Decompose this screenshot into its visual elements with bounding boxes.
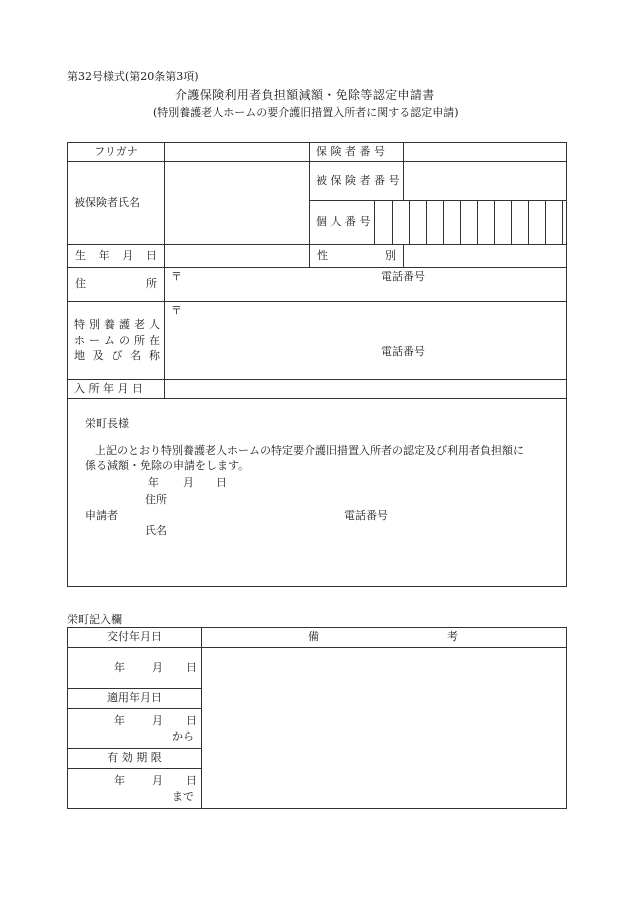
validity-day: 日 bbox=[186, 774, 197, 787]
applicable-day: 日 bbox=[186, 714, 197, 727]
facility-phone-label: 電話番号 bbox=[381, 345, 425, 358]
applicant-label: 申請者 bbox=[85, 509, 118, 522]
issue-date-field[interactable] bbox=[68, 648, 202, 689]
digit-box[interactable] bbox=[528, 201, 545, 244]
personal-number-label: 個 人 番 号 bbox=[316, 215, 371, 229]
digit-box[interactable] bbox=[477, 201, 494, 244]
insured-number-field[interactable] bbox=[404, 162, 567, 201]
applicable-date-field[interactable] bbox=[68, 709, 202, 749]
applicable-date-label: 適用年月日 bbox=[68, 689, 202, 709]
date-year: 年 bbox=[148, 476, 159, 489]
digit-box[interactable] bbox=[443, 201, 460, 244]
insured-name-field[interactable] bbox=[165, 162, 310, 245]
date-day: 日 bbox=[216, 476, 227, 489]
applicant-info-table bbox=[67, 142, 567, 587]
insurer-number-label: 保 険 者 番 号 bbox=[310, 143, 404, 162]
address-phone-label: 電話番号 bbox=[381, 270, 425, 283]
admission-date-field[interactable] bbox=[165, 380, 567, 399]
digit-box[interactable] bbox=[460, 201, 477, 244]
sex-label: 性 別 bbox=[310, 245, 404, 268]
from-label: から bbox=[172, 730, 194, 743]
furigana-field[interactable] bbox=[165, 143, 310, 162]
issue-year: 年 bbox=[114, 661, 125, 674]
facility-field[interactable] bbox=[165, 302, 567, 380]
applicable-month: 月 bbox=[152, 714, 163, 727]
personal-number-boxes[interactable] bbox=[374, 201, 566, 244]
address-label: 住 所 bbox=[68, 268, 165, 302]
digit-box[interactable] bbox=[511, 201, 528, 244]
remarks-header: 備 考 bbox=[202, 628, 567, 648]
birthdate-label: 生 年 月 日 bbox=[68, 245, 165, 268]
digit-box[interactable] bbox=[409, 201, 426, 244]
digit-box[interactable] bbox=[426, 201, 443, 244]
insurer-number-field[interactable] bbox=[404, 143, 567, 162]
issue-day: 日 bbox=[186, 661, 197, 674]
personal-number-row bbox=[310, 201, 567, 245]
statement-line-2: 係る減額・免除の申請をします。 bbox=[85, 459, 250, 472]
address-field[interactable] bbox=[165, 268, 567, 302]
office-use-table bbox=[67, 627, 567, 809]
sex-field[interactable] bbox=[404, 245, 567, 268]
postal-mark: 〒 bbox=[171, 270, 182, 283]
insured-name-label: 被保険者氏名 bbox=[68, 162, 165, 245]
form-number: 第32号様式(第20条第3項) bbox=[67, 70, 199, 83]
issue-month: 月 bbox=[152, 661, 163, 674]
until-label: まで bbox=[172, 790, 194, 803]
issue-date-header: 交付年月日 bbox=[68, 628, 202, 648]
facility-label: 特別養護老人 ホームの所在 地及び名称 bbox=[68, 302, 165, 380]
applicant-name-label: 氏名 bbox=[145, 524, 167, 537]
applicant-phone-label: 電話番号 bbox=[344, 509, 388, 522]
date-month: 月 bbox=[183, 476, 194, 489]
applicable-year: 年 bbox=[114, 714, 125, 727]
digit-box[interactable] bbox=[494, 201, 511, 244]
form-title: 介護保険利用者負担額減額・免除等認定申請書 bbox=[175, 88, 435, 102]
validity-field[interactable] bbox=[68, 769, 202, 809]
addressee: 栄町長様 bbox=[85, 417, 129, 430]
furigana-label: フリガナ bbox=[68, 143, 165, 162]
birthdate-field[interactable] bbox=[165, 245, 310, 268]
digit-box[interactable] bbox=[545, 201, 562, 244]
remarks-field[interactable] bbox=[202, 648, 567, 809]
validity-month: 月 bbox=[152, 774, 163, 787]
validity-year: 年 bbox=[114, 774, 125, 787]
digit-box[interactable] bbox=[562, 201, 566, 244]
office-section-title: 栄町記入欄 bbox=[67, 613, 122, 626]
facility-postal-mark: 〒 bbox=[171, 304, 182, 317]
digit-box[interactable] bbox=[392, 201, 409, 244]
insured-number-label: 被 保 険 者 番 号 bbox=[310, 162, 404, 201]
application-statement bbox=[68, 399, 567, 587]
validity-label: 有 効 期 限 bbox=[68, 749, 202, 769]
digit-box[interactable] bbox=[374, 201, 392, 244]
form-subtitle: (特別養護老人ホームの要介護旧措置入所者に関する認定申請) bbox=[153, 106, 459, 119]
admission-date-label: 入 所 年 月 日 bbox=[68, 380, 165, 399]
applicant-address-label: 住所 bbox=[145, 493, 167, 506]
statement-line-1: 上記のとおり特別養護老人ホームの特定要介護旧措置入所者の認定及び利用者負担額に bbox=[95, 444, 524, 457]
